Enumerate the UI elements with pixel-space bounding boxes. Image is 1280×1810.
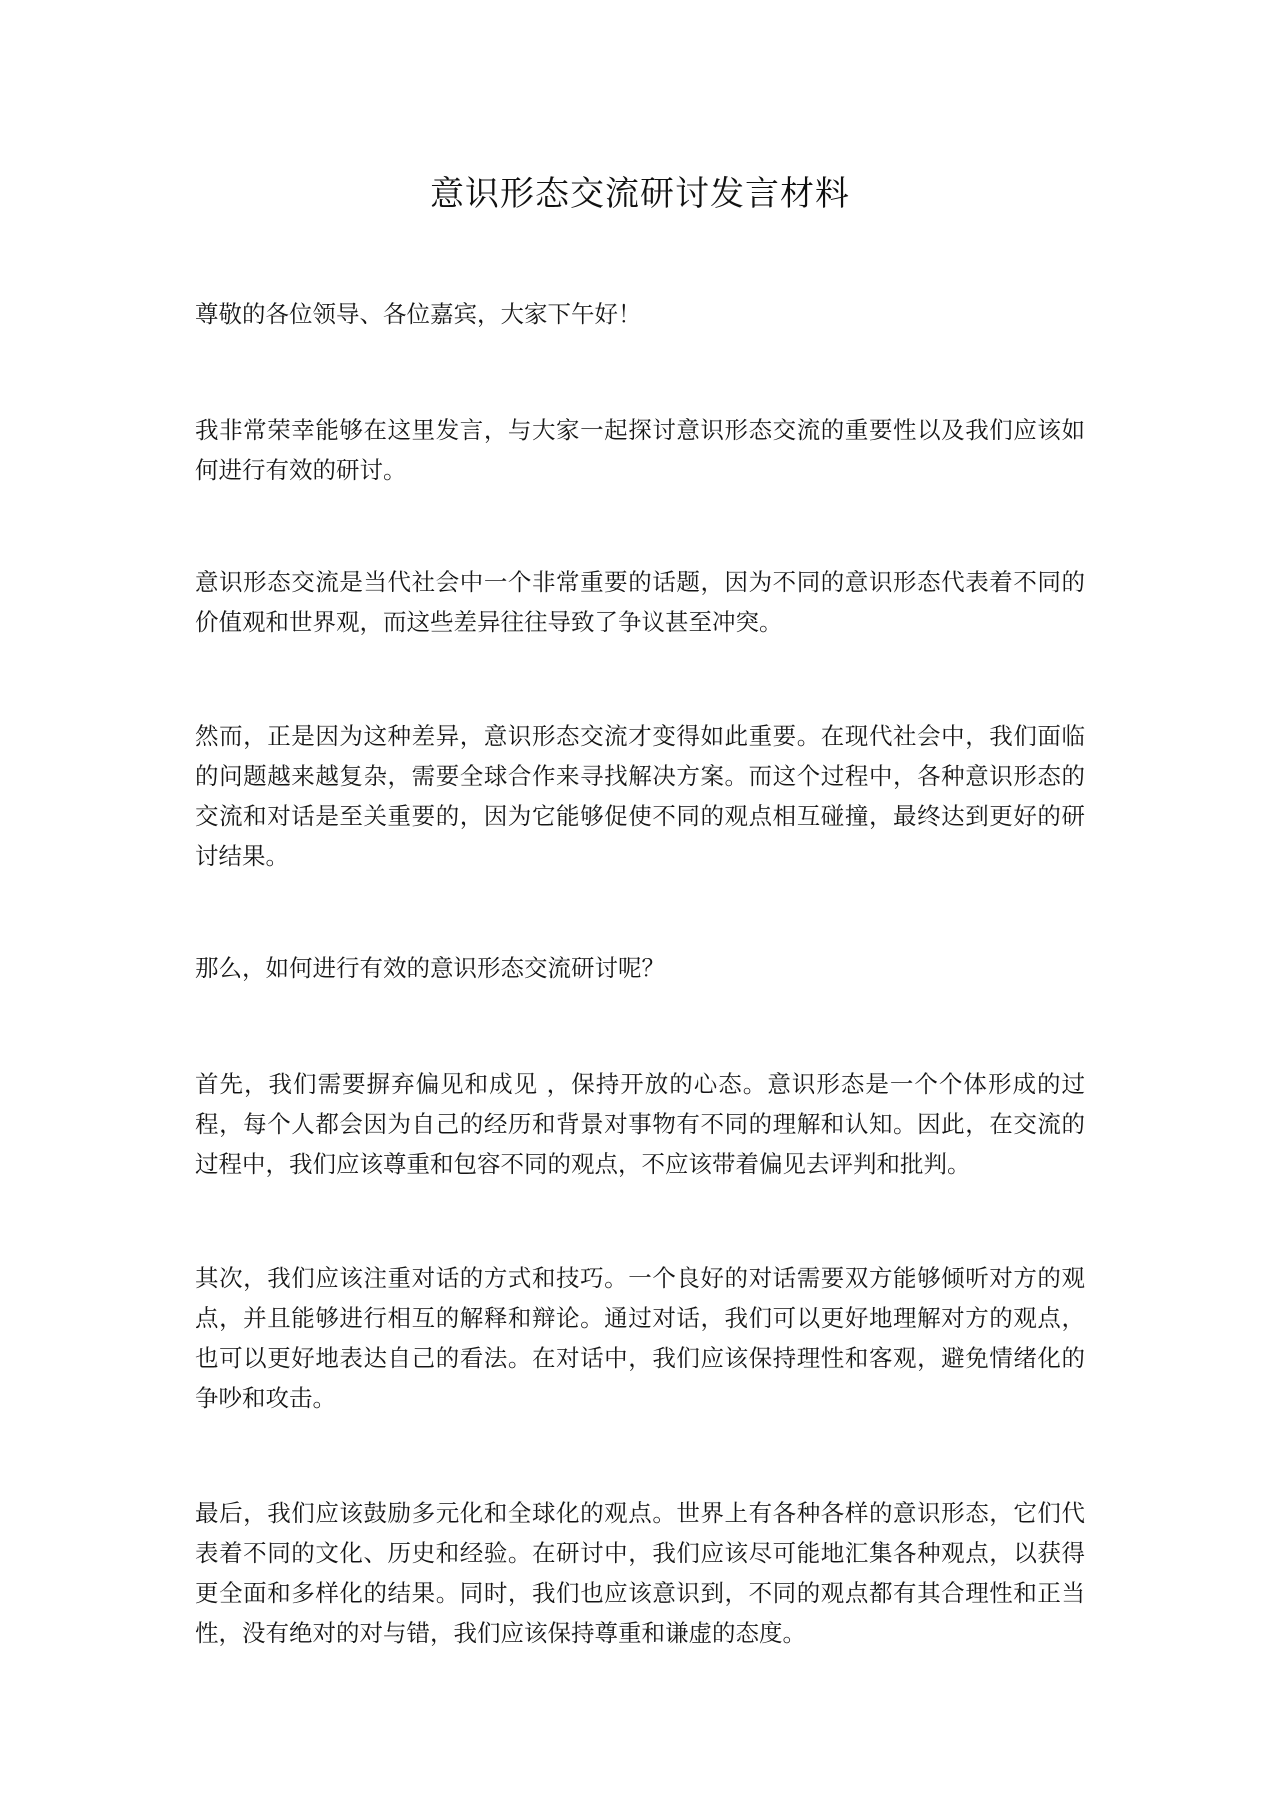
paragraph-importance: 然而，正是因为这种差异，意识形态交流才变得如此重要。在现代社会中，我们面临的问题越来越复杂，需要全球合作来寻找解决方案。而这个过程中，各种意识形态的交流和对话是至关重要的，因为它能够促使不同的观点相互碰撞，最终达到更好的研讨结果。 [195,722,1085,870]
page-title: 意识形态交流研讨发言材料 [430,174,850,214]
paragraph-greeting: 尊敬的各位领导、各位嘉宾，大家下午好！ [195,300,642,328]
paragraph-topic: 意识形态交流是当代社会中一个非常重要的话题，因为不同的意识形态代表着不同的价值观和世界观，而这些差异往往导致了争议甚至冲突。 [195,568,1085,636]
paragraph-last: 最后，我们应该鼓励多元化和全球化的观点。世界上有各种各样的意识形态，它们代表着不同的文化、历史和经验。在研讨中，我们应该尽可能地汇集各种观点，以获得更全面和多样化的结果。同时，我们也应该意识到，不同的观点都有其合理性和正当性，没有绝对的对与错，我们应该保持尊重和谦虚的态度。 [195,1499,1085,1647]
paragraph-intro: 我非常荣幸能够在这里发言，与大家一起探讨意识形态交流的重要性以及我们应该如何进行有效的研讨。 [195,416,1085,484]
paragraph-first: 首先，我们需要摒弃偏见和成见 ，保持开放的心态。意识形态是一个个体形成的过程，每个人都会因为自己的经历和背景对事物有不同的理解和认知。因此，在交流的过程中，我们应该尊重和包容不同的观点，不应该带着偏见去评判和批判。 [195,1070,1085,1178]
paragraph-question: 那么，如何进行有效的意识形态交流研讨呢？ [195,954,665,982]
paragraph-second: 其次，我们应该注重对话的方式和技巧。一个良好的对话需要双方能够倾听对方的观点，并且能够进行相互的解释和辩论。通过对话，我们可以更好地理解对方的观点，也可以更好地表达自己的看法。在对话中，我们应该保持理性和客观，避免情绪化的争吵和攻击。 [195,1264,1085,1412]
